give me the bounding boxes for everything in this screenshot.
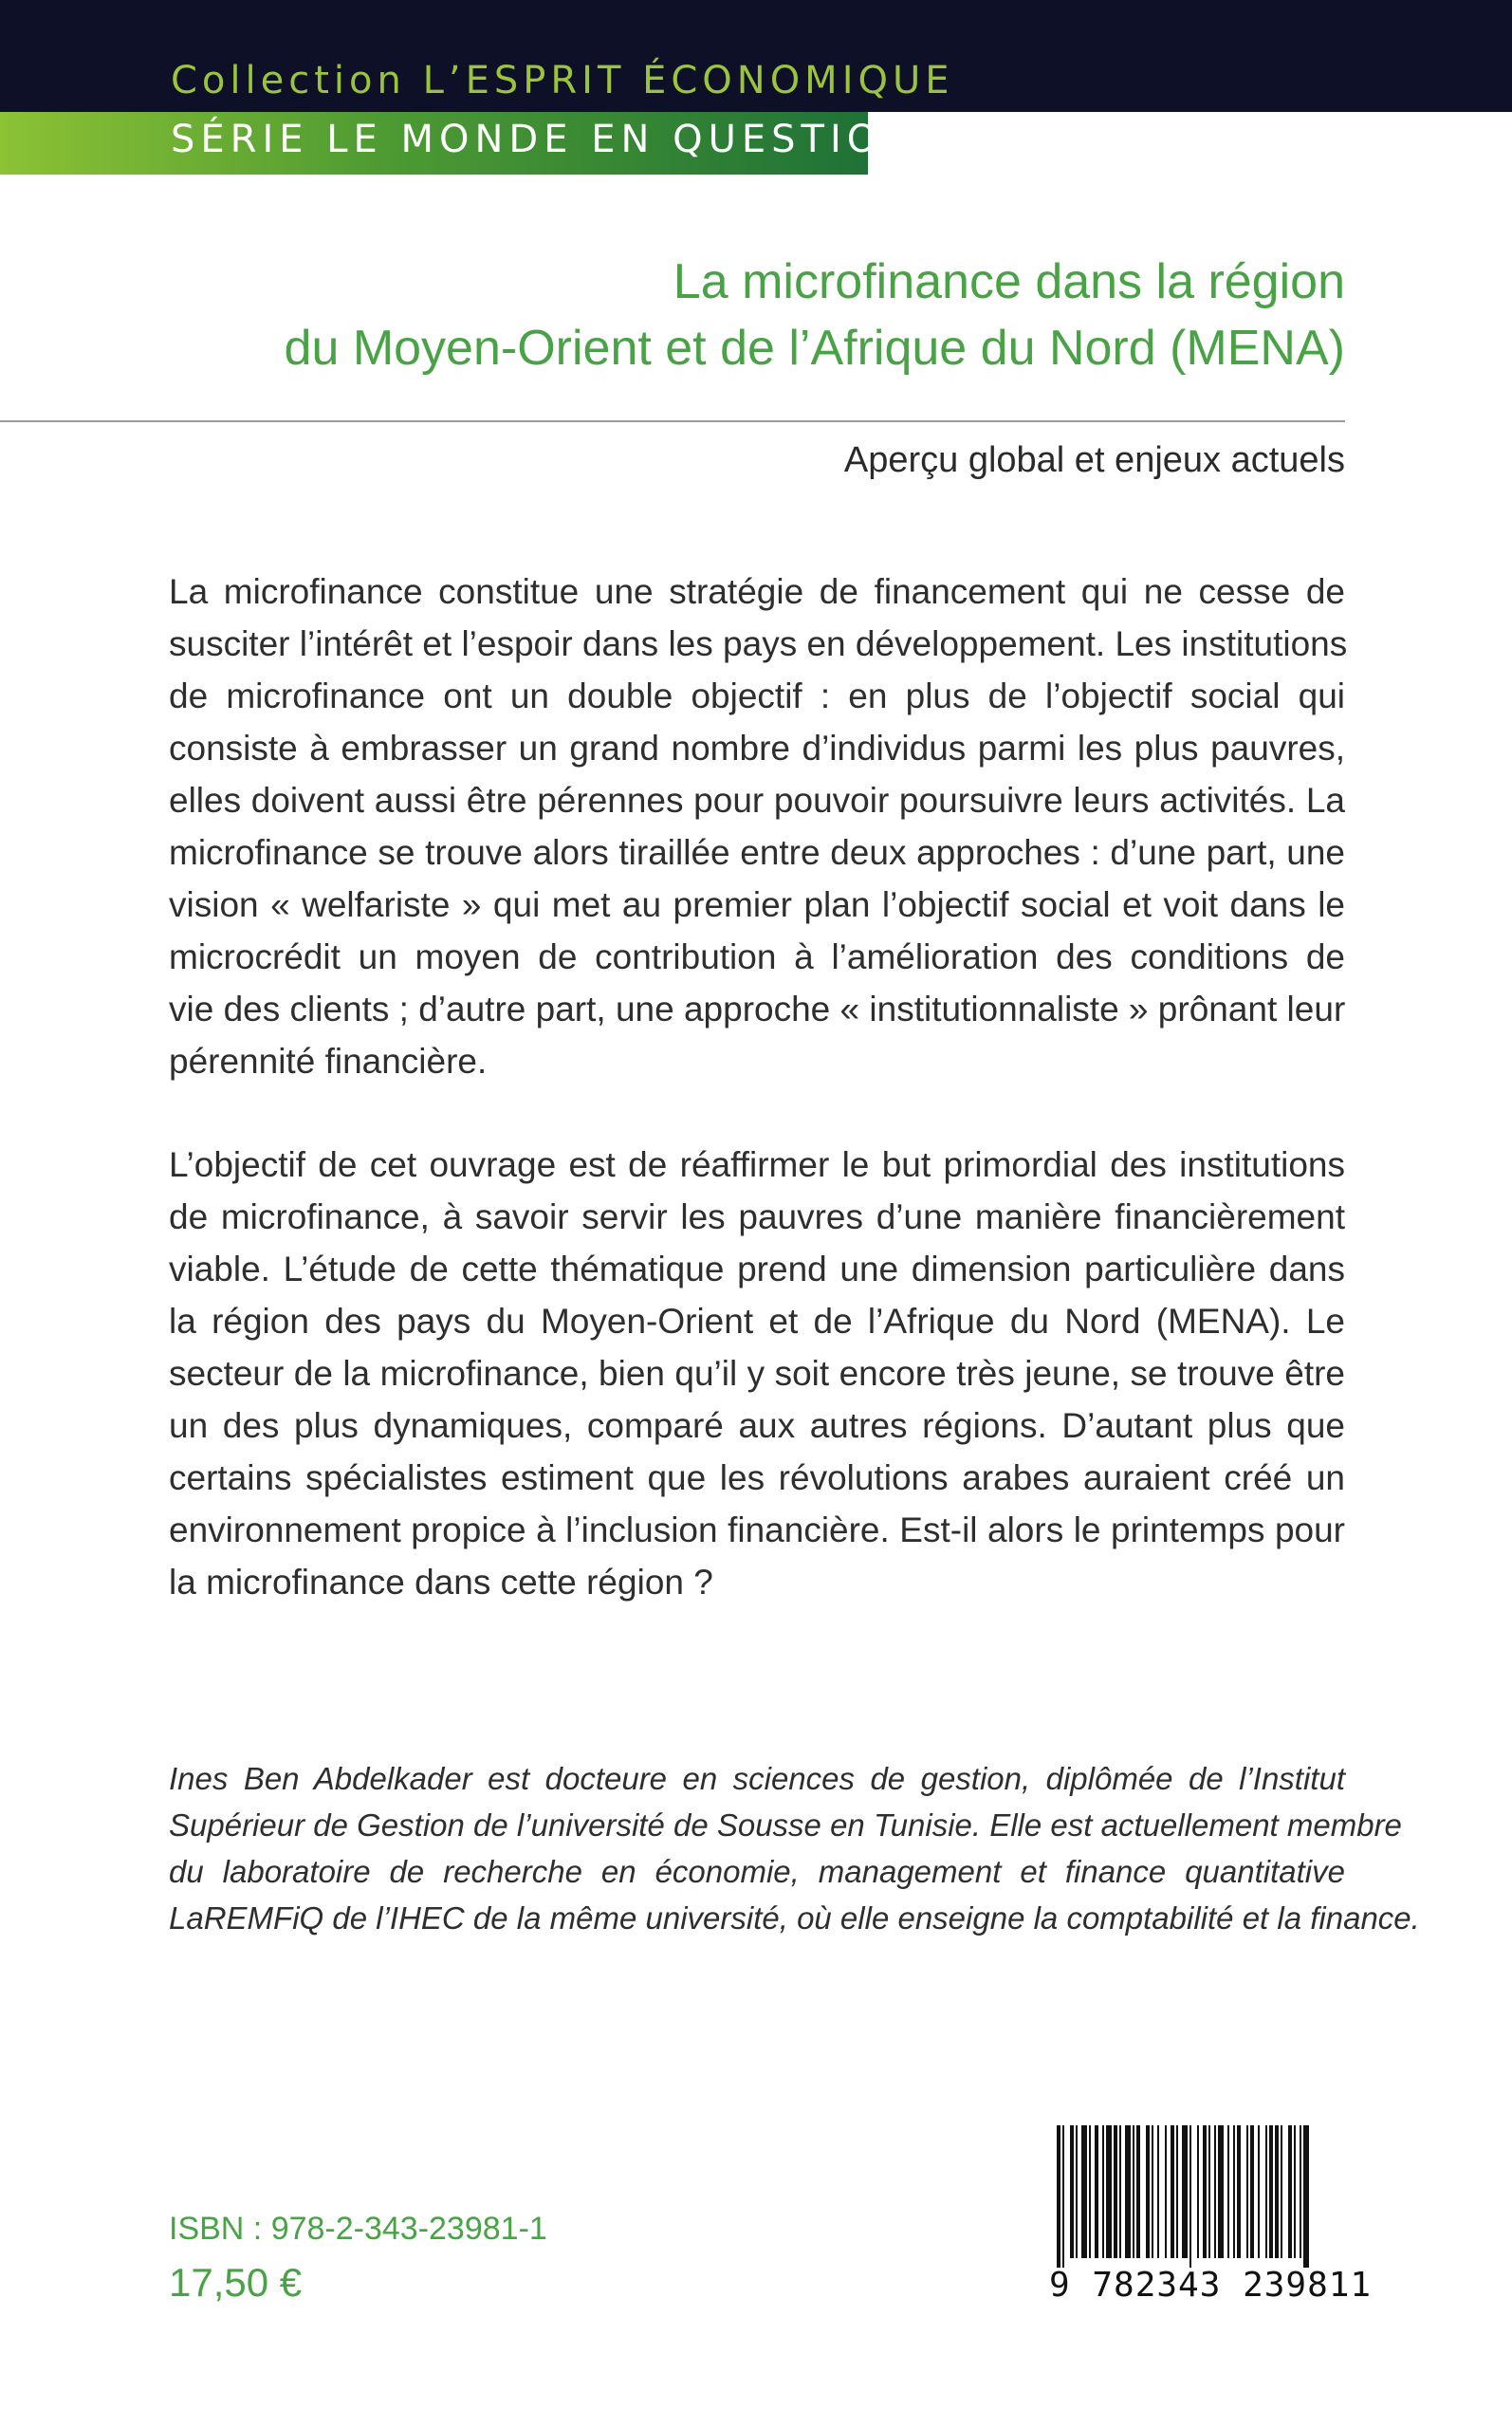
barcode-bar	[1062, 2125, 1064, 2268]
collection-name: Collection L’ESPRIT ÉCONOMIQUE	[171, 59, 954, 102]
author-name: Ines Ben Abdelkader	[169, 1761, 472, 1796]
author-bio	[169, 1755, 1420, 1941]
text-line: secteur de la microfinance, bien qu’il y soit encore très jeune, se trouve être	[169, 1354, 1345, 1393]
author-bio-line	[169, 1755, 1345, 1802]
text-line: microfinance se trouve alors tiraillée entre deux approches : d’une part, une	[169, 833, 1345, 872]
text-line: de microfinance ont un double objectif : en plus de l’objectif social qui	[169, 676, 1345, 715]
barcode-bar	[1269, 2125, 1273, 2258]
barcode-bar	[1218, 2125, 1224, 2258]
barcode-bar	[1227, 2125, 1229, 2258]
book-title-line-2: du Moyen-Orient et de l’Afrique du Nord (MENA)	[284, 321, 1345, 376]
barcode-bar	[1057, 2125, 1060, 2268]
barcode-bar	[1237, 2125, 1241, 2258]
barcode-bar	[1208, 2125, 1210, 2258]
barcode-bar	[1157, 2125, 1159, 2258]
barcode-bar	[1114, 2125, 1117, 2258]
text-line: microcrédit un moyen de contribution à l’amélioration des conditions de	[169, 937, 1345, 976]
book-title-line-1: La microfinance dans la région	[673, 254, 1345, 309]
barcode-bar	[1294, 2125, 1296, 2258]
barcode-bar	[1133, 2125, 1134, 2258]
isbn: ISBN : 978-2-343-23981-1	[169, 2211, 547, 2247]
barcode-bar	[1176, 2125, 1178, 2258]
text-line: un des plus dynamiques, comparé aux autres régions. D’autant plus que	[169, 1406, 1345, 1445]
text-line: L’objectif de cet ouvrage est de réaffirmer le but primordial des institutions	[169, 1145, 1345, 1184]
barcode-bar	[1102, 2125, 1104, 2258]
barcode-bar	[1081, 2125, 1087, 2258]
barcode-bar	[1095, 2125, 1098, 2258]
text-line: viable. L’étude de cette thématique prend une dimension particulière dans	[169, 1250, 1345, 1288]
barcode-bar	[1171, 2125, 1174, 2258]
barcode-bar	[1246, 2125, 1248, 2258]
summary-paragraph-2	[169, 1139, 1345, 1608]
text-line: la région des pays du Moyen-Orient et de l’Afrique du Nord (MENA). Le	[169, 1302, 1345, 1341]
barcode-bar	[1119, 2125, 1121, 2258]
barcode-bars	[1053, 2125, 1343, 2268]
barcode-bar	[1275, 2125, 1279, 2258]
text-line: La microfinance constitue une stratégie de financement qui ne cesse de	[169, 572, 1345, 611]
author-bio-line: du laboratoire de recherche en économie, management et finance quantitative	[169, 1854, 1345, 1889]
barcode-bar	[1152, 2125, 1153, 2258]
barcode-bar	[1203, 2125, 1207, 2258]
barcode-bar	[1300, 2125, 1301, 2258]
text-line: certains spécialistes estiment que les révolutions arabes auraient créé un	[169, 1458, 1345, 1497]
barcode-bar	[1233, 2125, 1235, 2258]
barcode-bar	[1250, 2125, 1254, 2258]
barcode-bar	[1146, 2125, 1150, 2258]
book-title	[285, 249, 1345, 381]
author-bio-line: LaREMFiQ de l’IHEC de la même université, où elle enseigne la comptabilité et la finance.	[169, 1900, 1420, 1936]
text-line: vision « welfariste » qui met au premier plan l’objectif social et voit dans le	[169, 885, 1345, 924]
barcode-bar	[1214, 2125, 1216, 2258]
text-line: susciter l’intérêt et l’espoir dans les pays en développement. Les institutions	[169, 624, 1348, 663]
book-subtitle: Aperçu global et enjeux actuels	[843, 440, 1345, 480]
barcode-bar	[1125, 2125, 1131, 2258]
barcode-bar	[1070, 2125, 1074, 2258]
text-line: la microfinance dans cette région ?	[169, 1563, 713, 1602]
barcode-bar	[1182, 2125, 1188, 2258]
barcode-bar	[1089, 2125, 1091, 2258]
barcode-bar	[1136, 2125, 1140, 2258]
text-line: consiste à embrasser un grand nombre d’individus parmi les plus pauvres,	[169, 729, 1345, 768]
barcode-bar	[1189, 2125, 1191, 2268]
barcode-bar	[1076, 2125, 1078, 2258]
barcode-bar	[1303, 2125, 1309, 2268]
price: 17,50 €	[169, 2260, 303, 2305]
barcode-bar	[1106, 2125, 1112, 2258]
barcode-bar	[1165, 2125, 1167, 2258]
title-divider	[0, 420, 1345, 422]
summary-paragraph-1	[169, 565, 1348, 1087]
series-name: SÉRIE LE MONDE EN QUESTION	[171, 118, 917, 161]
text-line: pérennité financière.	[169, 1042, 488, 1081]
barcode-number: 9 782343 239811	[1049, 2266, 1373, 2305]
text-line: elles doivent aussi être pérennes pour pouvoir poursuivre leurs activités. La	[169, 781, 1345, 820]
text-line: environnement propice à l’inclusion financière. Est-il alors le printemps pour	[169, 1510, 1345, 1549]
author-bio-text: est docteure en sciences de gestion, diplômée de l’Institut	[471, 1761, 1345, 1796]
text-line: vie des clients ; d’autre part, une approche « institutionnaliste » prônant leur	[169, 990, 1346, 1028]
author-bio-line: Supérieur de Gestion de l’université de Sousse en Tunisie. Elle est actuellement membre	[169, 1807, 1402, 1843]
barcode-bar	[1288, 2125, 1292, 2258]
text-line: de microfinance, à savoir servir les pauvres d’une manière financièrement	[169, 1197, 1345, 1236]
barcode-bar	[1281, 2125, 1282, 2258]
barcode-bar	[1265, 2125, 1267, 2258]
barcode-bar	[1197, 2125, 1199, 2258]
barcode-bar	[1258, 2125, 1260, 2258]
